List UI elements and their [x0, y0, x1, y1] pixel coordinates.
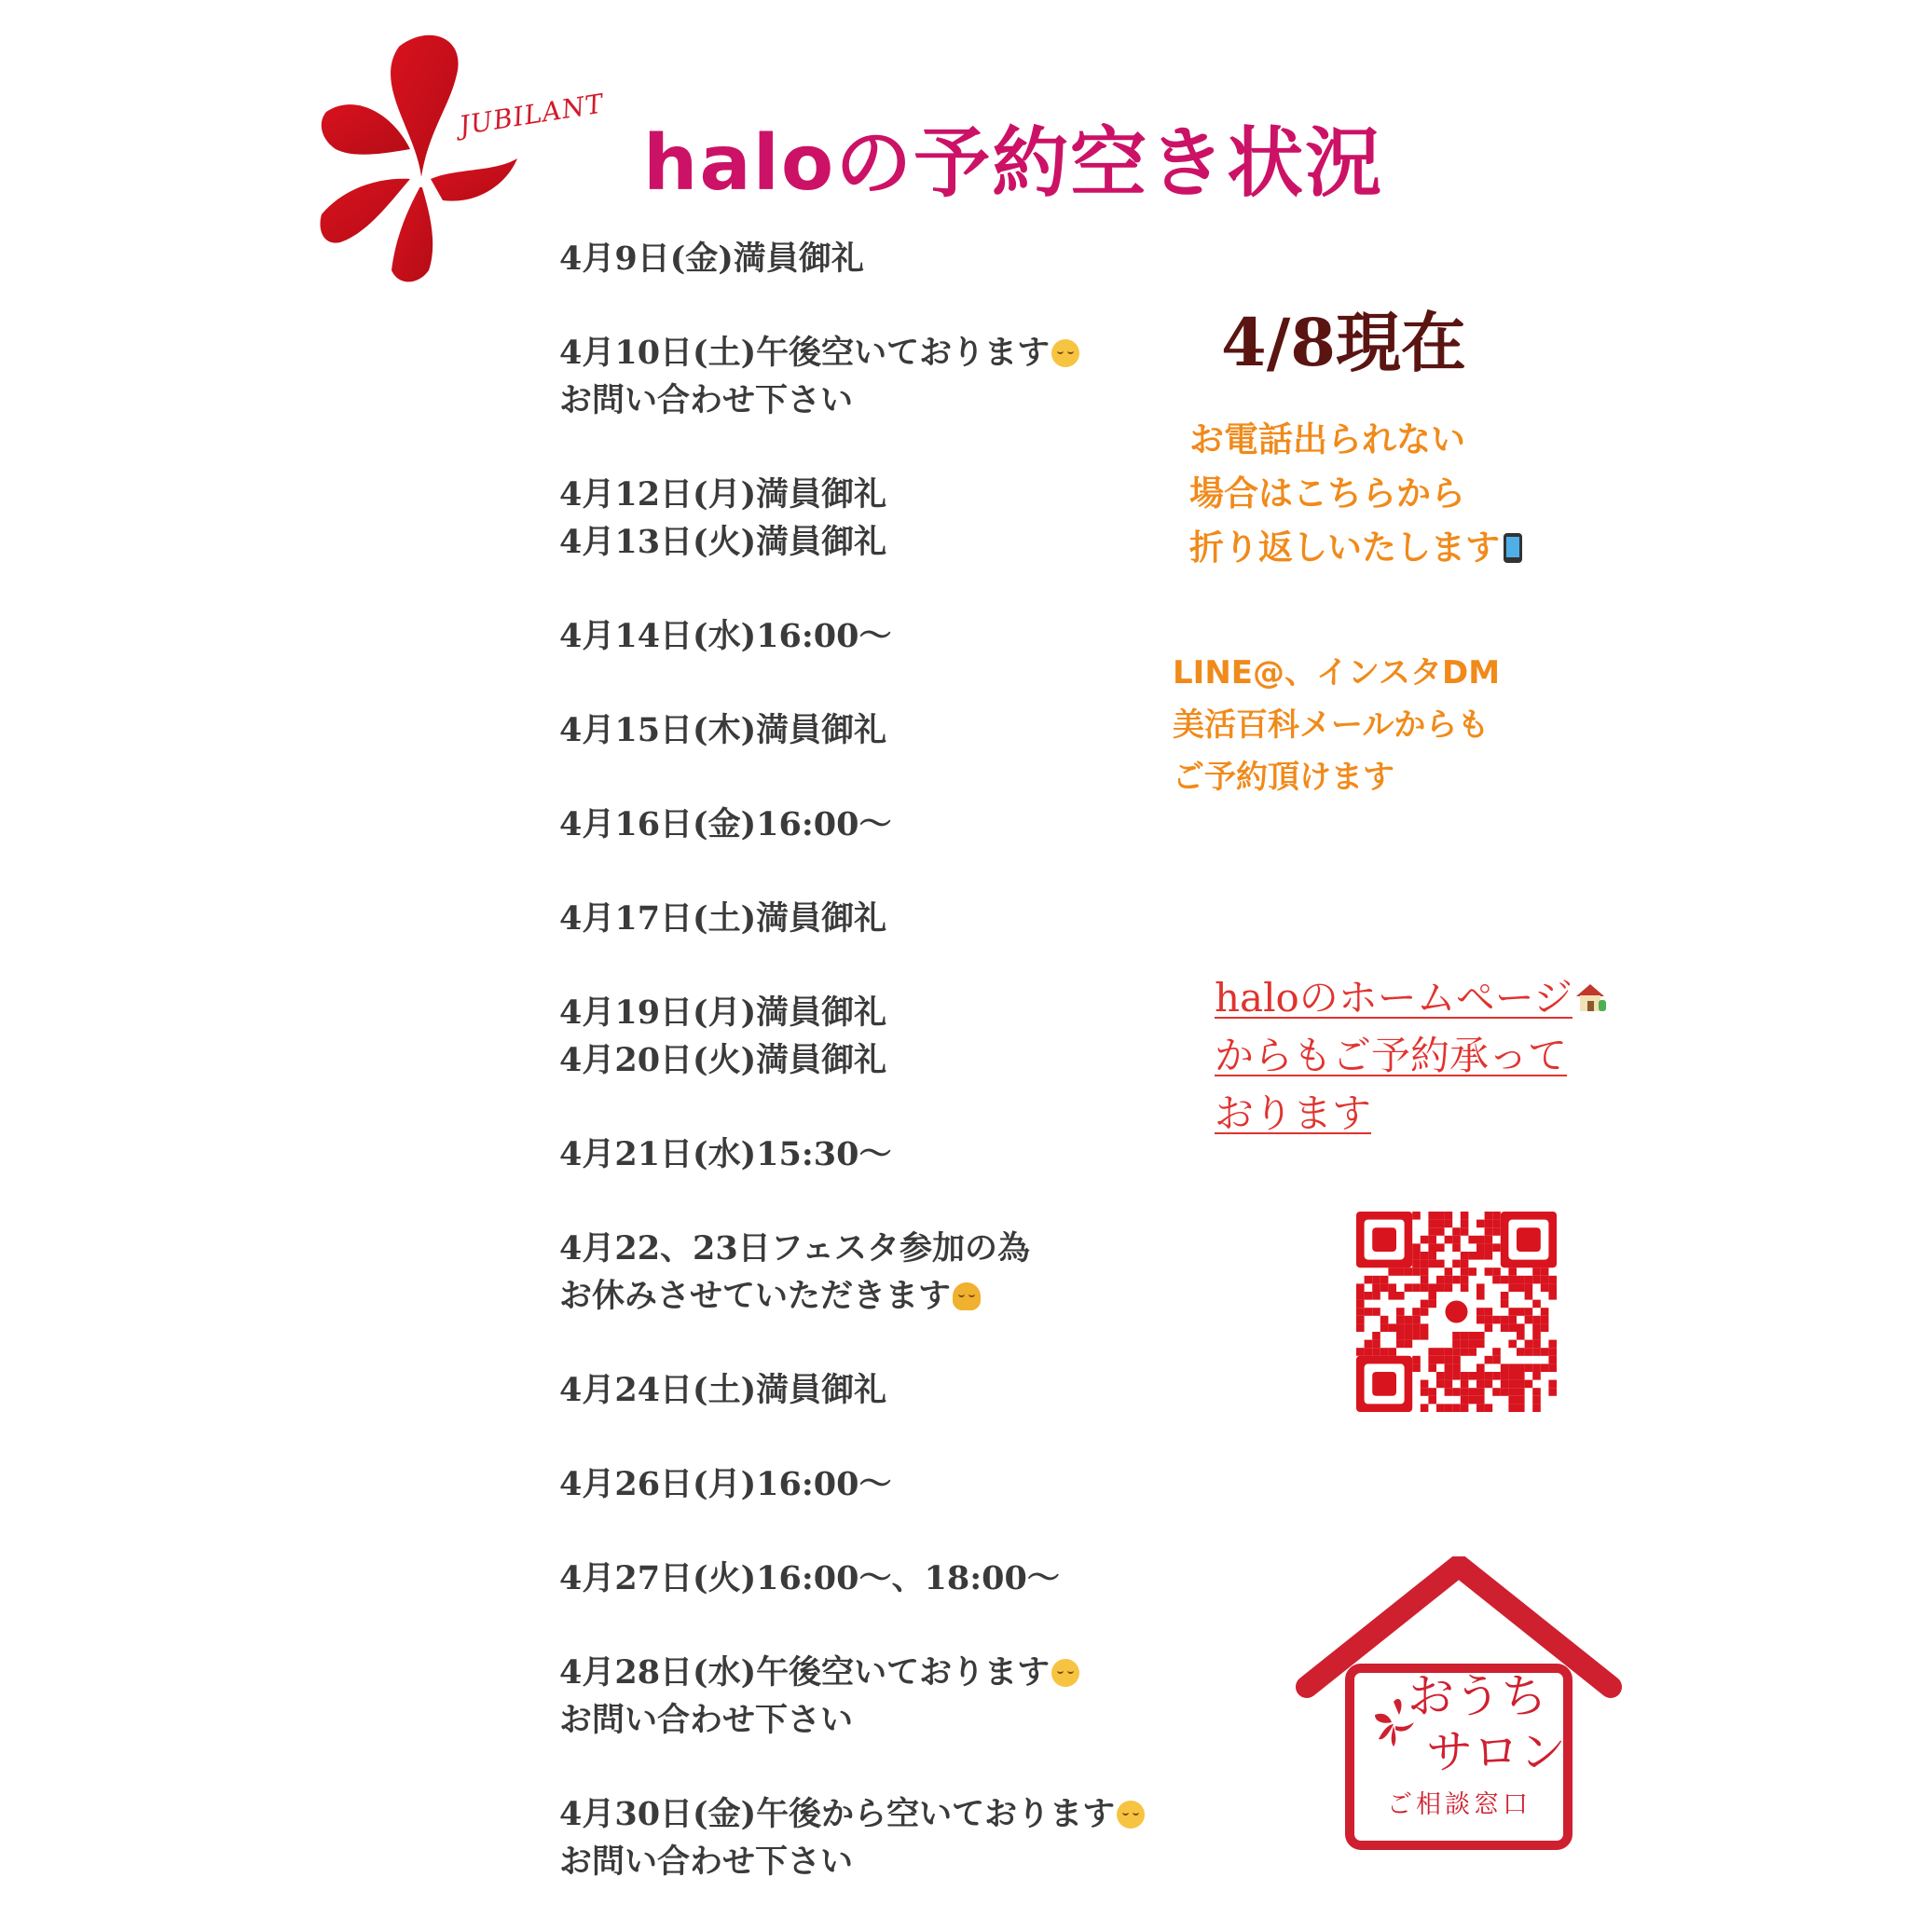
as-of-date: 4/8現在: [1221, 304, 1466, 381]
schedule-line: 4月14日(水)16:00〜: [559, 617, 892, 655]
schedule-entry: [559, 329, 1156, 424]
schedule-entry: [559, 989, 1156, 1084]
page-title: haloの予約空き状況: [643, 119, 1384, 208]
homepage-note-line[interactable]: からもご予約承って: [1215, 1033, 1568, 1078]
schedule-line: 4月9日(金)満員御礼: [559, 240, 864, 278]
schedule-entry: [559, 1790, 1156, 1885]
schedule-line: お問い合わせ下さい: [559, 1701, 854, 1739]
mobile-phone-icon: [1504, 533, 1522, 563]
relieved-face-icon: [1117, 1801, 1145, 1829]
schedule-entry: [559, 235, 1156, 282]
callback-note-line: お電話出られない: [1189, 419, 1465, 459]
schedule-entry: [559, 1460, 1156, 1508]
homepage-note-line[interactable]: おります: [1215, 1090, 1372, 1136]
schedule-line: お問い合わせ下さい: [559, 381, 854, 419]
callback-note-line: 場合はこちらから: [1189, 473, 1465, 514]
schedule-line: 4月17日(土)満員御礼: [559, 899, 887, 938]
schedule-line: 4月22、23日フェスタ参加の為: [559, 1229, 1031, 1267]
callback-note: [1189, 413, 1522, 575]
schedule-line: 4月15日(木)満員御礼: [559, 711, 887, 749]
schedule-line: お問い合わせ下さい: [559, 1843, 854, 1881]
schedule-entry: [559, 612, 1156, 660]
schedule-line: 4月28日(水)午後空いております: [559, 1649, 1156, 1696]
relieved-face-icon: [1051, 339, 1079, 367]
channels-note-line: 美活百科メールからも: [1173, 706, 1490, 744]
brand-logo-text: JUBILANT: [457, 88, 606, 142]
schedule-entry: [559, 471, 1156, 566]
schedule-entry: [559, 1555, 1156, 1602]
relieved-face-icon: [1051, 1659, 1079, 1687]
house-logo-line1: おうち: [1408, 1669, 1547, 1723]
homepage-link[interactable]: [1215, 969, 1608, 1143]
schedule-line: 4月24日(土)満員御礼: [559, 1371, 887, 1409]
schedule-entry: [559, 1649, 1156, 1744]
homepage-note-line[interactable]: haloのホームページ: [1215, 969, 1608, 1027]
qr-finder-pattern: [1372, 1372, 1396, 1396]
availability-schedule: [559, 235, 1156, 1932]
schedule-line: 4月26日(月)16:00〜: [559, 1465, 892, 1503]
schedule-line: お休みさせていただきます: [559, 1272, 1156, 1320]
callback-note-line: 折り返しいたします: [1189, 521, 1522, 575]
schedule-line: 4月13日(火)満員御礼: [559, 523, 887, 561]
house-logo-caption: ご相談窓口: [1387, 1790, 1531, 1819]
qr-finder-pattern: [1372, 1227, 1396, 1252]
schedule-entry: [559, 1130, 1156, 1178]
channels-note-line: LINE@、インスタDM: [1173, 654, 1501, 692]
schedule-line: 4月19日(月)満員御礼: [559, 993, 887, 1032]
qr-code[interactable]: [1356, 1212, 1557, 1412]
qr-finder-pattern: [1517, 1227, 1541, 1252]
schedule-line: 4月20日(火)満員御礼: [559, 1041, 887, 1079]
house-logo-line2: サロン: [1426, 1725, 1566, 1779]
booking-channels-note: [1173, 647, 1500, 803]
schedule-entry: [559, 801, 1156, 848]
channels-note-line: ご予約頂けます: [1173, 759, 1394, 796]
schedule-line: 4月16日(金)16:00〜: [559, 805, 892, 843]
schedule-line: 4月21日(水)15:30〜: [559, 1135, 892, 1173]
schedule-line: 4月27日(火)16:00〜、18:00〜: [559, 1559, 1060, 1597]
schedule-entry: [559, 706, 1156, 754]
schedule-entry: [559, 895, 1156, 942]
schedule-entry: [559, 1366, 1156, 1414]
bowing-person-icon: [953, 1282, 981, 1310]
schedule-line: 4月30日(金)午後から空いております: [559, 1790, 1156, 1838]
schedule-line: 4月10日(土)午後空いております: [559, 329, 1156, 377]
schedule-line: 4月12日(月)満員御礼: [559, 475, 887, 514]
house-icon: [1573, 981, 1608, 1013]
schedule-entry: [559, 1225, 1156, 1320]
